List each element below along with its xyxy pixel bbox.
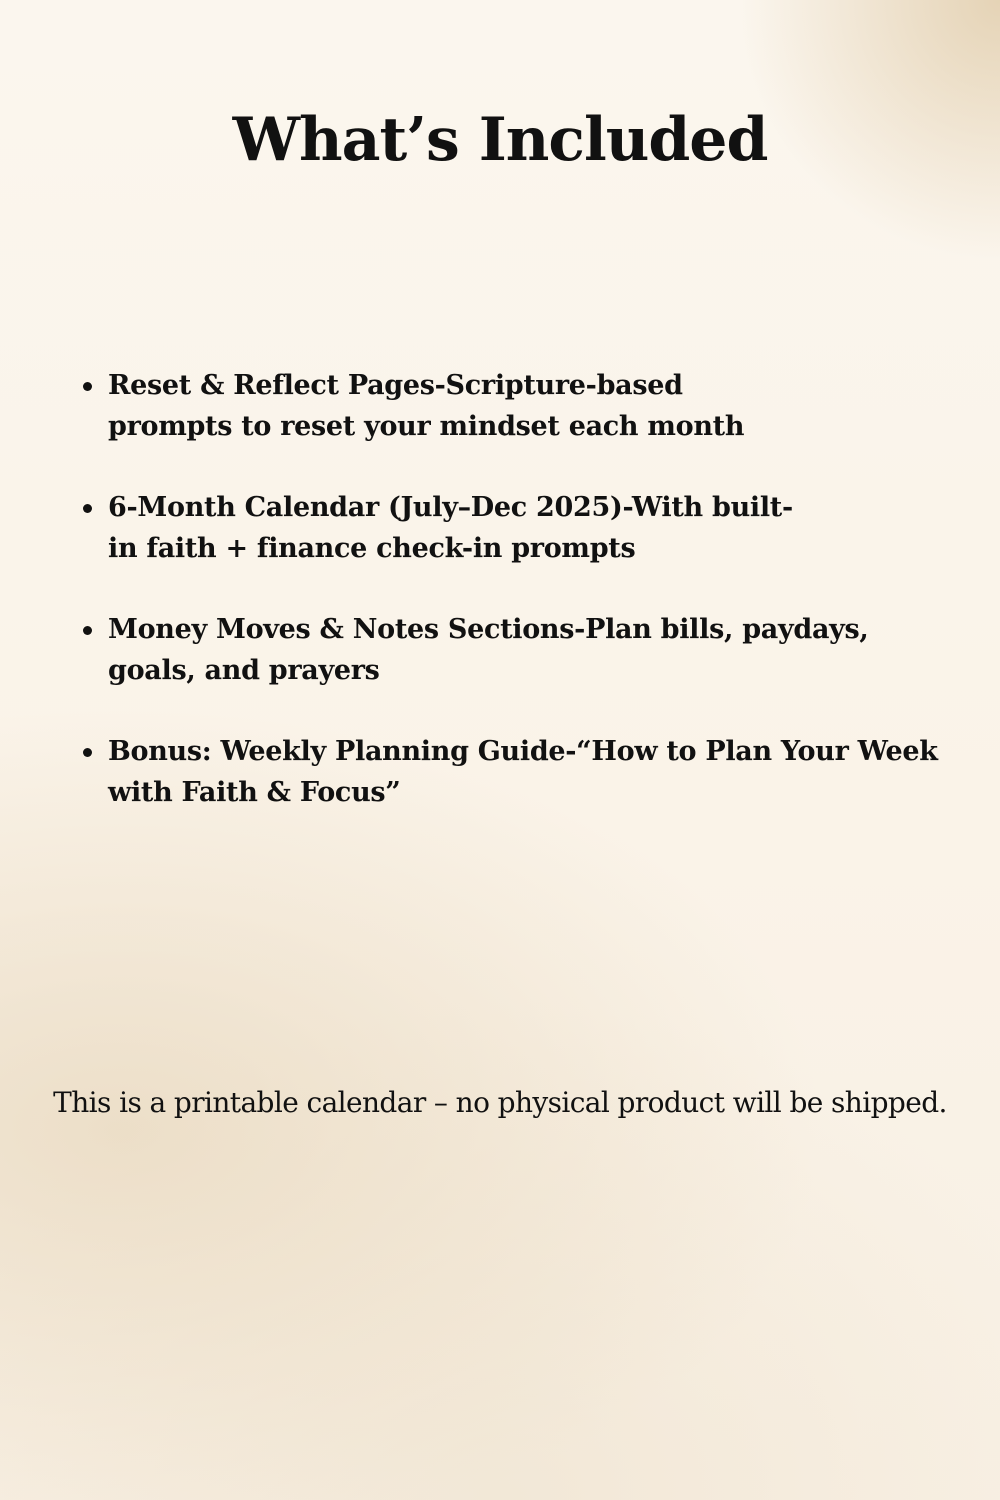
printable-disclaimer: This is a printable calendar – no physical product will be shipped. [53, 1086, 947, 1119]
feature-item-bonus-guide [80, 731, 960, 813]
feature-item-money-moves [80, 609, 960, 691]
feature-text: Money Moves & Notes Sections-Plan bills, paydays, goals, and prayers [108, 614, 869, 686]
bullet-icon [83, 626, 92, 635]
feature-text: Reset & Reflect Pages-Scripture-based prompts to reset your mindset each month [108, 370, 745, 442]
feature-item-calendar [80, 487, 960, 569]
bullet-icon [83, 382, 92, 391]
features-list [80, 365, 960, 853]
feature-item-reset-reflect [80, 365, 960, 447]
bullet-icon [83, 748, 92, 757]
feature-text: Bonus: Weekly Planning Guide-“How to Plan Your Week with Faith & Focus” [108, 736, 938, 808]
feature-text: 6-Month Calendar (July–Dec 2025)-With built-in faith + finance check-in prompts [108, 492, 793, 564]
page-title: What’s Included [232, 105, 768, 175]
bullet-icon [83, 504, 92, 513]
